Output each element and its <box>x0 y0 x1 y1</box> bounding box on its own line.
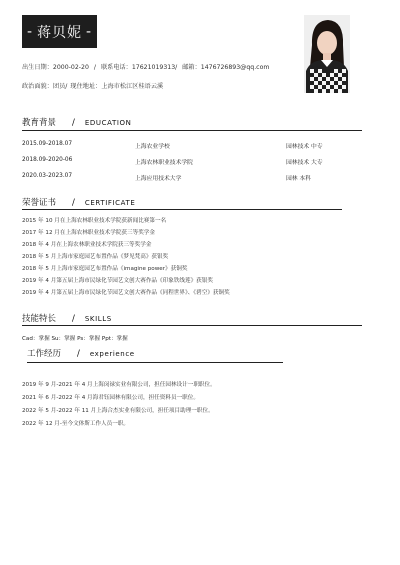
certificate-item: 2017 年 12 月在上海农林职业技术学院获三等奖学金 <box>22 230 155 236</box>
work-item: 2019 年 9 月-2021 年 4 月上海闵禄实业有限公司，担任园林设计一职职位。 <box>22 382 216 388</box>
name-text: 蒋贝妮 <box>37 24 82 41</box>
education-school: 上海农林职业技术学院 <box>135 160 193 166</box>
work-item: 2022 年 5 月-2022 年 11 月上海合杰实业有限公司，担任项目助理一职位。 <box>22 408 214 414</box>
phone-number: 联系电话：17621019313/ <box>100 64 178 71</box>
certificate-heading <box>22 196 135 208</box>
education-date: 2015.09-2018.07 <box>22 141 73 147</box>
certificate-title: 荣誉证书 <box>22 198 57 208</box>
certificate-item: 2015 年 10 月在上海农林职业技术学院获新闻比赛第一名 <box>22 218 167 224</box>
political-status: 政治面貌：团员/ <box>22 83 68 90</box>
education-date: 2020.03-2023.07 <box>22 173 73 179</box>
contact-line <box>22 62 272 71</box>
education-school: 上海农业学校 <box>135 144 170 150</box>
certificate-title-en: CERTIFICATE <box>84 199 136 207</box>
skills-list: Cad：掌握 Su：掌握 Ps：掌握 Ppt：掌握 <box>22 336 128 342</box>
personal-line <box>22 81 166 90</box>
work-heading <box>27 347 135 359</box>
name-banner <box>22 15 97 48</box>
education-row <box>22 141 362 151</box>
education-date: 2018.09-2020-06 <box>22 157 73 163</box>
skills-title-en: SKILLS <box>84 315 112 323</box>
certificate-rule <box>22 209 342 210</box>
work-item: 2021 年 6 月-2022 年 4 月海君钰园林有限公司，担任资料员一职位。 <box>22 395 199 401</box>
skills-title: 技能特长 <box>22 314 57 324</box>
work-rule <box>27 362 283 363</box>
work-item: 2022 年 12 月-至今文体斯工作人员一职。 <box>22 421 130 427</box>
certificate-item: 2019 年 4 月第五届上海市民绿化节园艺文创大赛作品《印象铁线莲》获银奖 <box>22 278 213 284</box>
name-dash-right: - <box>86 23 93 40</box>
work-title: 工作经历 <box>27 349 62 359</box>
profile-photo <box>304 15 350 93</box>
contact-separator: / <box>93 64 96 71</box>
education-major: 园林技术 大专 <box>286 160 323 166</box>
certificate-item: 2018 年 5 月上海市家庭园艺布置作品《梦见梵高》获银奖 <box>22 254 169 260</box>
name-dash-left: - <box>26 23 33 40</box>
education-slash: / <box>72 118 75 128</box>
education-rule <box>22 130 362 131</box>
certificate-slash: / <box>72 198 75 208</box>
education-major: 园林技术 中专 <box>286 144 323 150</box>
certificate-item: 2019 年 4 月第五届上海市民绿化节园艺文创大赛作品《同程世界》、《碧空》获铜奖 <box>22 290 230 296</box>
skills-slash: / <box>72 314 75 324</box>
work-slash: / <box>77 349 80 359</box>
certificate-item: 2018 年 4 月在上海农林职业技术学院获三等奖学金 <box>22 242 152 248</box>
email-address: 邮箱：1476726893@qq.com <box>182 64 270 71</box>
education-row <box>22 173 362 183</box>
skills-heading <box>22 312 112 324</box>
education-school: 上海应用技术大学 <box>135 176 182 182</box>
work-title-en: experience <box>89 350 135 358</box>
certificate-item: 2018 年 5 月上海市家庭园艺布置作品《imagine power》获铜奖 <box>22 266 188 272</box>
education-row <box>22 157 362 167</box>
education-heading <box>22 116 131 128</box>
skills-rule <box>22 325 362 326</box>
education-title-en: EDUCATION <box>84 119 132 127</box>
education-title: 教育背景 <box>22 118 57 128</box>
education-major: 园林 本科 <box>286 176 312 182</box>
birth-date: 出生日期：2000-02-20 <box>22 64 89 71</box>
portrait-image <box>304 15 350 93</box>
home-address: 现住地址：上海市松江区桂语云溪 <box>70 83 164 90</box>
